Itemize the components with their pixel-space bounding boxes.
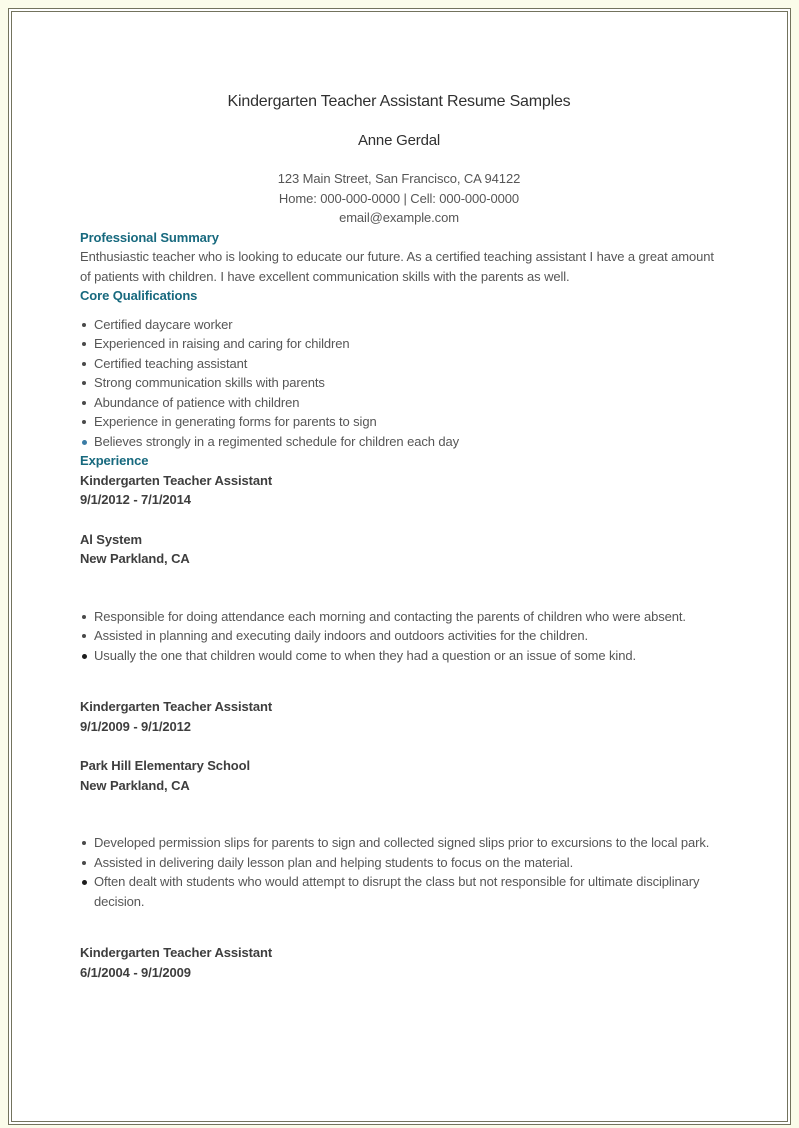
job-location: New Parkland, CA (80, 551, 190, 566)
job-dates: 6/1/2004 - 9/1/2009 (80, 964, 191, 980)
list-item: Certified teaching assistant (80, 354, 718, 374)
job-title: Kindergarten Teacher Assistant (80, 699, 273, 714)
job-dates: 9/1/2012 - 7/1/2014 (80, 492, 191, 507)
list-item: Abundance of patience with children (80, 393, 718, 413)
job-dates: 9/1/2009 - 9/1/2012 (80, 718, 191, 734)
job-head (80, 697, 718, 736)
job-title: Kindergarten Teacher Assistant (80, 472, 273, 488)
section-professional-summary (80, 228, 718, 287)
section-core-qualifications (80, 286, 718, 451)
experience-entry-2 (80, 697, 718, 911)
contact-address: 123 Main Street, San Francisco, CA 94122 (277, 171, 521, 186)
experience-entry-1 (80, 471, 718, 666)
job-org (80, 530, 718, 569)
resume-header (80, 92, 718, 228)
job-location: New Parkland, CA (80, 777, 190, 793)
list-item: Assisted in delivering daily lesson plan and helping students to focus on the material. (80, 853, 718, 873)
list-item: Responsible for doing attendance each morning and contacting the parents of children who were absent. (80, 607, 718, 627)
list-item: Developed permission slips for parents to sign and collected signed slips prior to excursions to the local park. (80, 833, 718, 853)
page-border-frame (8, 8, 791, 1125)
contact-email: email@example.com (339, 210, 459, 225)
job-head (80, 943, 718, 982)
job-company: Al System (80, 531, 142, 547)
candidate-name: Anne Gerdal (357, 132, 441, 149)
section-experience (80, 451, 718, 982)
list-item: Often dealt with students who would attempt to disrupt the class but not responsible for ultimate disciplinary decision. (80, 872, 718, 911)
job-bullet-list (80, 833, 718, 911)
list-item: Certified daycare worker (80, 315, 718, 335)
heading-core-qualifications: Core Qualifications (80, 288, 198, 303)
professional-summary-text: Enthusiastic teacher who is looking to educate our future. As a certified teaching assistant I have a great amount of patients with children. I have excellent communication skills with the parents as well. (80, 249, 714, 284)
core-qualifications-list (80, 315, 718, 452)
list-item: Experience in generating forms for parents to sign (80, 412, 718, 432)
list-item: Strong communication skills with parents (80, 373, 718, 393)
experience-entry-3 (80, 943, 718, 982)
list-item: Experienced in raising and caring for children (80, 334, 718, 354)
list-item: Assisted in planning and executing daily indoors and outdoors activities for the children. (80, 626, 718, 646)
contact-phones: Home: 000-000-0000 | Cell: 000-000-0000 (278, 190, 520, 206)
job-company: Park Hill Elementary School (80, 758, 250, 773)
heading-experience: Experience (80, 453, 149, 468)
list-item: Usually the one that children would come to when they had a question or an issue of some kind. (80, 646, 718, 666)
page-title: Kindergarten Teacher Assistant Resume Samples (227, 93, 571, 110)
job-bullet-list (80, 607, 718, 666)
list-item: Believes strongly in a regimented schedule for children each day (80, 432, 718, 452)
job-org (80, 756, 718, 795)
heading-professional-summary: Professional Summary (80, 229, 219, 245)
job-title: Kindergarten Teacher Assistant (80, 945, 273, 960)
job-head (80, 471, 718, 510)
contact-block (80, 169, 718, 228)
